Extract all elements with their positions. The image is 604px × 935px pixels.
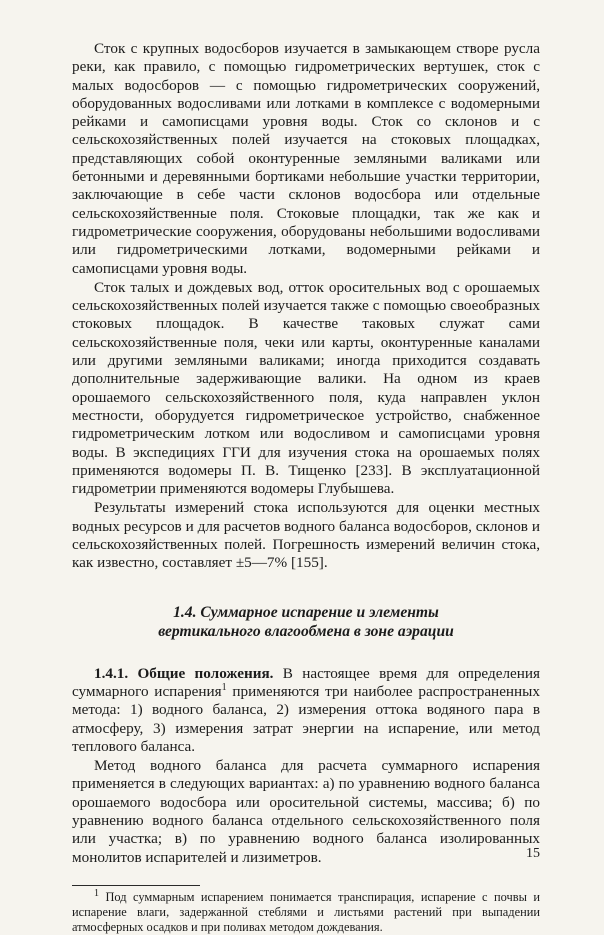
page-number: 15 — [526, 846, 540, 861]
subsection-heading: 1.4.1. Общие положения. — [94, 664, 274, 682]
footnote — [72, 887, 540, 935]
footnote-text: Под суммарным испарением понимается транспирация, испарение с почвы и испарение влаги, задержанной стеблями и листьями растений при выпадении атмосферных осадков и при поливах методом дождевания. — [72, 889, 540, 934]
subsection-text-start: В настоящее время для определения суммарного испарения — [72, 664, 541, 700]
section-heading-line-1: 1.4. Суммарное испарение и элементы — [173, 603, 439, 621]
paragraph-water-balance-method: Метод водного баланса для расчета суммарного испарения применяется в следующих вариантах: а) по уравнению водного баланса орошаемого водосбора или оросительной системы, массива; б) по уравнению водного баланса отдельного сельскохозяйственного поля или участка; в) по уравнению водного баланса изолированных монолитов испарителей и лизиметров. — [72, 757, 540, 866]
section-heading-line-2: вертикального влагообмена в зоне аэрации — [158, 622, 454, 640]
footnote-mark: 1 — [94, 887, 99, 899]
section-heading — [72, 603, 540, 641]
paragraph-snowmelt-runoff: Сток талых и дождевых вод, отток оросительных вод с орошаемых сельскохозяйственных полей изучается также с помощью своеобразных стоковых площадок. В качестве таковых служат сами сельскохозяйственные поля, чеки или карты, оконтуренные каналами или другими земляными валиками; иногда приходится создавать дополнительные задерживающие валики. На одном из краев орошаемого сельскохозяйственного поля, куда направлен уклон местности, оборудуется гидрометрическое устройство, снабженное гидрометрическим лотком или водосливом и самописцами уровня воды. В экспедициях ГГИ для изучения стока на орошаемых полях применяются водомеры П. В. Тищенко [233]. В эксплуатационной гидрометрии применяются водомеры Глубышева. — [72, 278, 540, 498]
paragraph-runoff-large-catchments: Сток с крупных водосборов изучается в замыкающем створе русла реки, как правило, с помощью гидрометрических вертушек, сток с малых водосборов — с помощью гидрометрических сооружений, оборудованных водосливами или лотками в комплексе с водомерными рейками и самописцами уровня воды. Сток со склонов и с сельскохозяйственных полей изучается на стоковых площадках, представляющих собой оконтуренные земляными валиками или бетонными и деревянными бортиками небольшие участки территории, заключающие в себе части склонов водосбора или отдельные сельскохозяйственные поля. Стоковые площадки, так же как и гидрометрические сооружения, оборудованы небольшими водосливами или гидрометрическими лотками, водомерными рейками и самописцами уровня воды. — [72, 40, 540, 277]
paragraph-general-provisions — [72, 665, 540, 756]
subsection-text-end: применяются три наиболее распространенных метода: 1) водного баланса, 2) измерения оттока водяного пара в атмосферу, 3) измерения затрат энергии на испарение, или метод теплового баланса. — [72, 682, 540, 755]
paragraph-measurement-results: Результаты измерений стока используются для оценки местных водных ресурсов и для расчетов водного баланса водосборов, склонов и сельскохозяйственных полей. Погрешность измерений величин стока, как известно, составляет ±5—7% [155]. — [72, 499, 540, 572]
footnote-reference: 1 — [221, 681, 227, 693]
footnote-divider — [72, 885, 200, 886]
